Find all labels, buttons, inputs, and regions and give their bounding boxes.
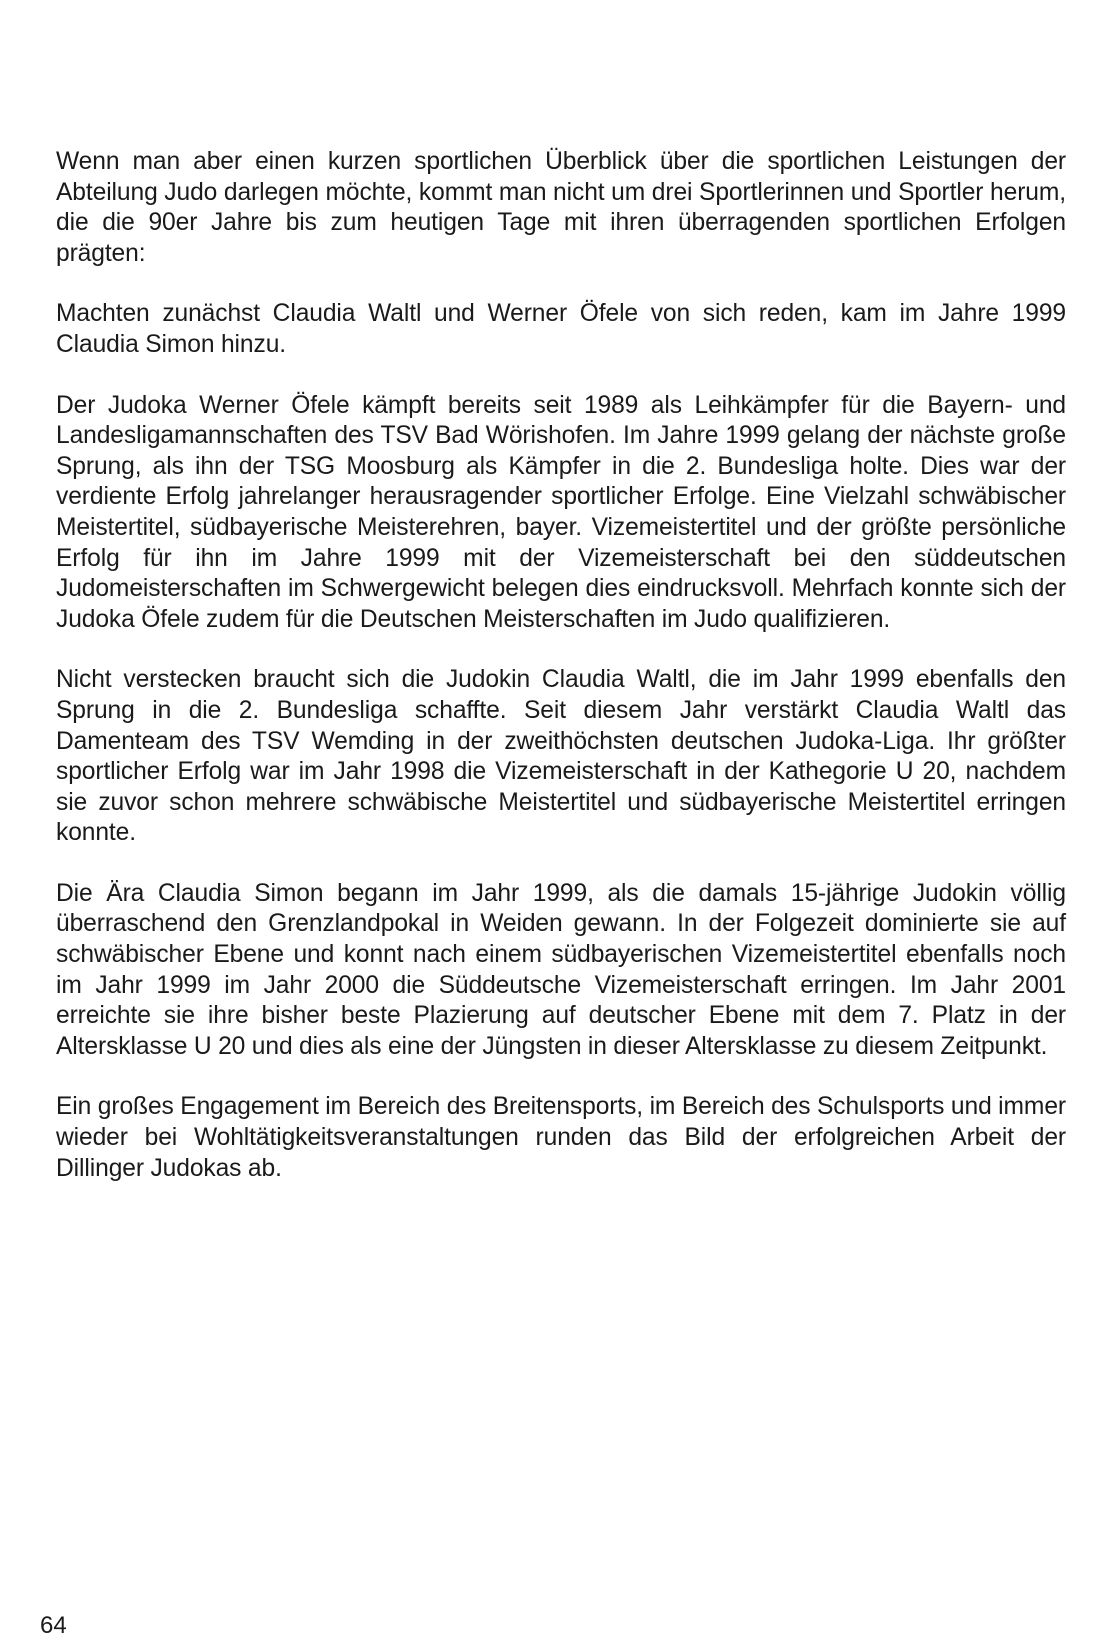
paragraph-engagement: Ein großes Engagement im Bereich des Breitensports, im Bereich des Schulsports und immer wieder bei Wohltätigkeitsveranstaltungen runden das Bild der erfolgreichen Arbeit der Dillinger Judokas ab. [56,1093,1066,1182]
paragraph-intro: Wenn man aber einen kurzen sportlichen Überblick über die sportlichen Leistungen der Abteilung Judo darlegen möchte, kommt man nicht um drei Sportlerinnen und Sportler herum, die die 90er Jahre bis zum heutigen Tage mit ihren überragenden sportlichen Erfolgen prägten: [56,148,1066,267]
paragraph-claudia-waltl: Nicht verstecken braucht sich die Judokin Claudia Waltl, die im Jahr 1999 ebenfalls den Sprung in die 2. Bundesliga schaffte. Seit diesem Jahr verstärkt Claudia Waltl das Damenteam des TSV Wemding in der zweithöchsten deutschen Judoka-Liga. Ihr größter sportlicher Erfolg war im Jahr 1998 die Vizemeisterschaft in der Kathegorie U 20, nachdem sie zuvor schon mehrere schwäbische Meistertitel und südbayerische Meistertitel erringen konnte. [56,666,1066,847]
paragraph-werner-oefele: Der Judoka Werner Öfele kämpft bereits seit 1989 als Leihkämpfer für die Bayern- und Landesligamannschaften des TSV Bad Wörishofen. Im Jahre 1999 gelang der nächste große Sprung, als ihn der TSG Moosburg als Kämpfer in die 2. Bundesliga holte. Dies war der verdiente Erfolg jahrelanger herausragender sportlicher Erfolge. Eine Vielzahl schwäbischer Meistertitel, südbayerische Meisterehren, bayer. Vizemeistertitel und der größte persönliche Erfolg für ihn im Jahre 1999 mit der Vizemeisterschaft bei den süddeutschen Judomeisterschaften im Schwergewicht belegen dies eindrucksvoll. Mehrfach konnte sich der Judoka Öfele zudem für die Deutschen Meisterschaften im Judo qualifizieren. [56,391,1066,633]
body-text [56,147,1066,1214]
paragraph-athletes: Machten zunächst Claudia Waltl und Werner Öfele von sich reden, kam im Jahre 1999 Claudia Simon hinzu. [56,300,1066,358]
paragraph-claudia-simon: Die Ära Claudia Simon begann im Jahr 1999, als die damals 15-jährige Judokin völlig überraschend den Grenzlandpokal in Weiden gewann. In der Folgezeit dominierte sie auf schwäbischer Ebene und konnt nach einem südbayerischen Vizemeistertitel ebenfalls noch im Jahr 1999 im Jahr 2000 die Süddeutsche Vizemeisterschaft erringen. Im Jahr 2001 erreichte sie ihre bisher beste Plazierung auf deutscher Ebene mit dem 7. Platz in der Altersklasse U 20 und dies als eine der Jüngsten in dieser Altersklasse zu diesem Zeitpunkt. [56,879,1066,1060]
page-number: 64 [40,1612,67,1639]
